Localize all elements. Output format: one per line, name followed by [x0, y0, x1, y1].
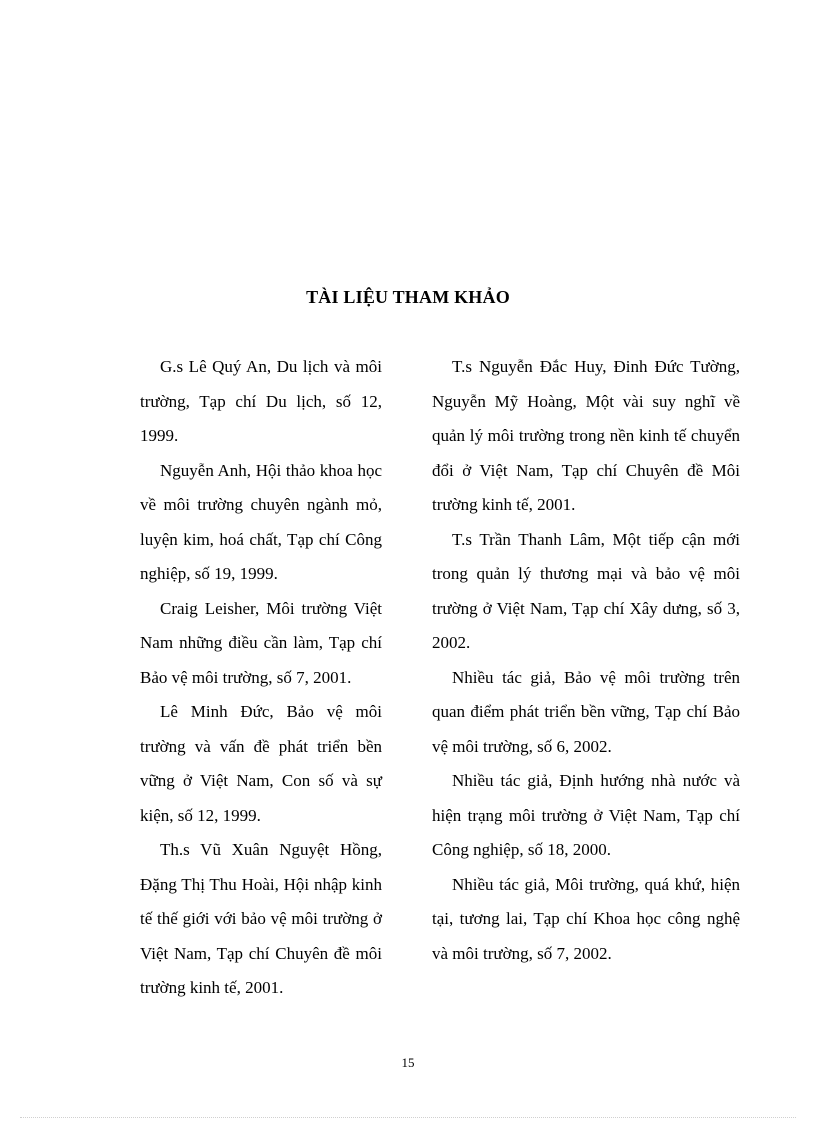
footer-divider	[20, 1117, 796, 1118]
reference-item: Nguyễn Anh, Hội thảo khoa học về môi trường chuyên ngành mỏ, luyện kim, hoá chất, Tạp chí Công nghiệp, số 19, 1999.	[140, 460, 382, 583]
reference-item: T.s Nguyễn Đắc Huy, Đinh Đức Tường, Nguyễn Mỹ Hoàng, Một vài suy nghĩ về quản lý môi trường trong nền kinh tế chuyển đổi ở Việt Nam, Tạp chí Chuyên đề Môi trường kinh tế, 2001.	[432, 357, 740, 514]
reference-item: Nhiều tác giả, Môi trường, quá khứ, hiện tại, tương lai, Tạp chí Khoa học công nghệ và môi trường, số 7, 2002.	[432, 874, 740, 963]
reference-item: Nhiều tác giả, Định hướng nhà nước và hiện trạng môi trường ở Việt Nam, Tạp chí Công nghiệp, số 18, 2000.	[432, 771, 740, 859]
references-right-column	[432, 350, 740, 971]
reference-item: Craig Leisher, Môi trường Việt Nam những điều cần làm, Tạp chí Bảo vệ môi trường, số 7, 2001.	[140, 598, 382, 687]
reference-item: T.s Trần Thanh Lâm, Một tiếp cận mới trong quản lý thương mại và bảo vệ môi trường ở Việt Nam, Tạp chí Xây dưng, số 3, 2002.	[432, 529, 740, 652]
page-title: TÀI LIỆU THAM KHẢO	[306, 287, 510, 307]
page-number: 15	[401, 1055, 415, 1070]
reference-item: Lê Minh Đức, Bảo vệ môi trường và vấn đề phát triển bền vững ở Việt Nam, Con số và sự kiện, số 12, 1999.	[140, 702, 382, 825]
reference-item: G.s Lê Quý An, Du lịch và môi trường, Tạp chí Du lịch, số 12, 1999.	[140, 357, 382, 445]
reference-item: Nhiều tác giả, Bảo vệ môi trường trên quan điểm phát triển bền vững, Tạp chí Bảo vệ môi trường, số 6, 2002.	[432, 667, 740, 756]
reference-item: Th.s Vũ Xuân Nguyệt Hồng, Đặng Thị Thu Hoài, Hội nhập kinh tế thế giới với bảo vệ môi trường ở Việt Nam, Tạp chí Chuyên đề môi trường kinh tế, 2001.	[140, 840, 382, 997]
references-left-column	[140, 350, 382, 1006]
